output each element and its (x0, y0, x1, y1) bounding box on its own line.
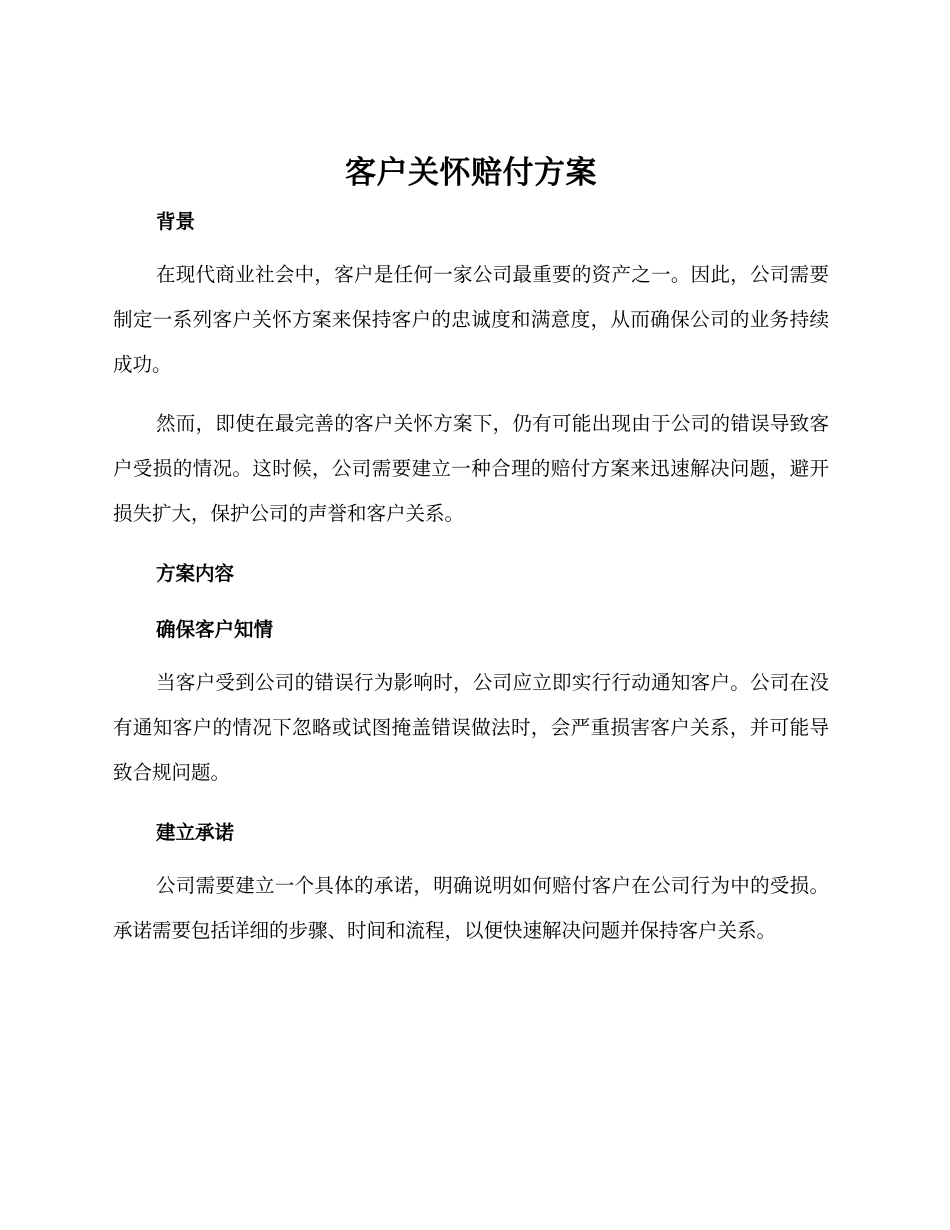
document-body (113, 150, 829, 953)
section-heading-commitment: 建立承诺 (156, 821, 235, 844)
commitment-paragraph: 公司需要建立一个具体的承诺，明确说明如何赔付客户在公司行为中的受损。承诺需要包括详细的步骤、时间和流程，以便快速解决问题并保持客户关系。 (113, 874, 829, 942)
background-paragraph-2: 然而，即使在最完善的客户关怀方案下，仍有可能出现由于公司的错误导致客户受损的情况。这时候，公司需要建立一种合理的赔付方案来迅速解决问题，避开损失扩大，保护公司的声誉和客户关系。 (113, 412, 829, 525)
background-paragraph-1: 在现代商业社会中，客户是任何一家公司最重要的资产之一。因此，公司需要制定一系列客户关怀方案来保持客户的忠诚度和满意度，从而确保公司的业务持续成功。 (113, 263, 829, 376)
section-heading-background: 背景 (156, 210, 196, 233)
inform-customer-paragraph: 当客户受到公司的错误行为影响时，公司应立即实行行动通知客户。公司在没有通知客户的情况下忽略或试图掩盖错误做法时，会严重损害客户关系，并可能导致合规问题。 (113, 671, 829, 784)
section-heading-inform-customer: 确保客户知情 (156, 618, 274, 641)
section-heading-plan-content: 方案内容 (156, 562, 235, 585)
document-title: 客户关怀赔付方案 (345, 155, 597, 191)
